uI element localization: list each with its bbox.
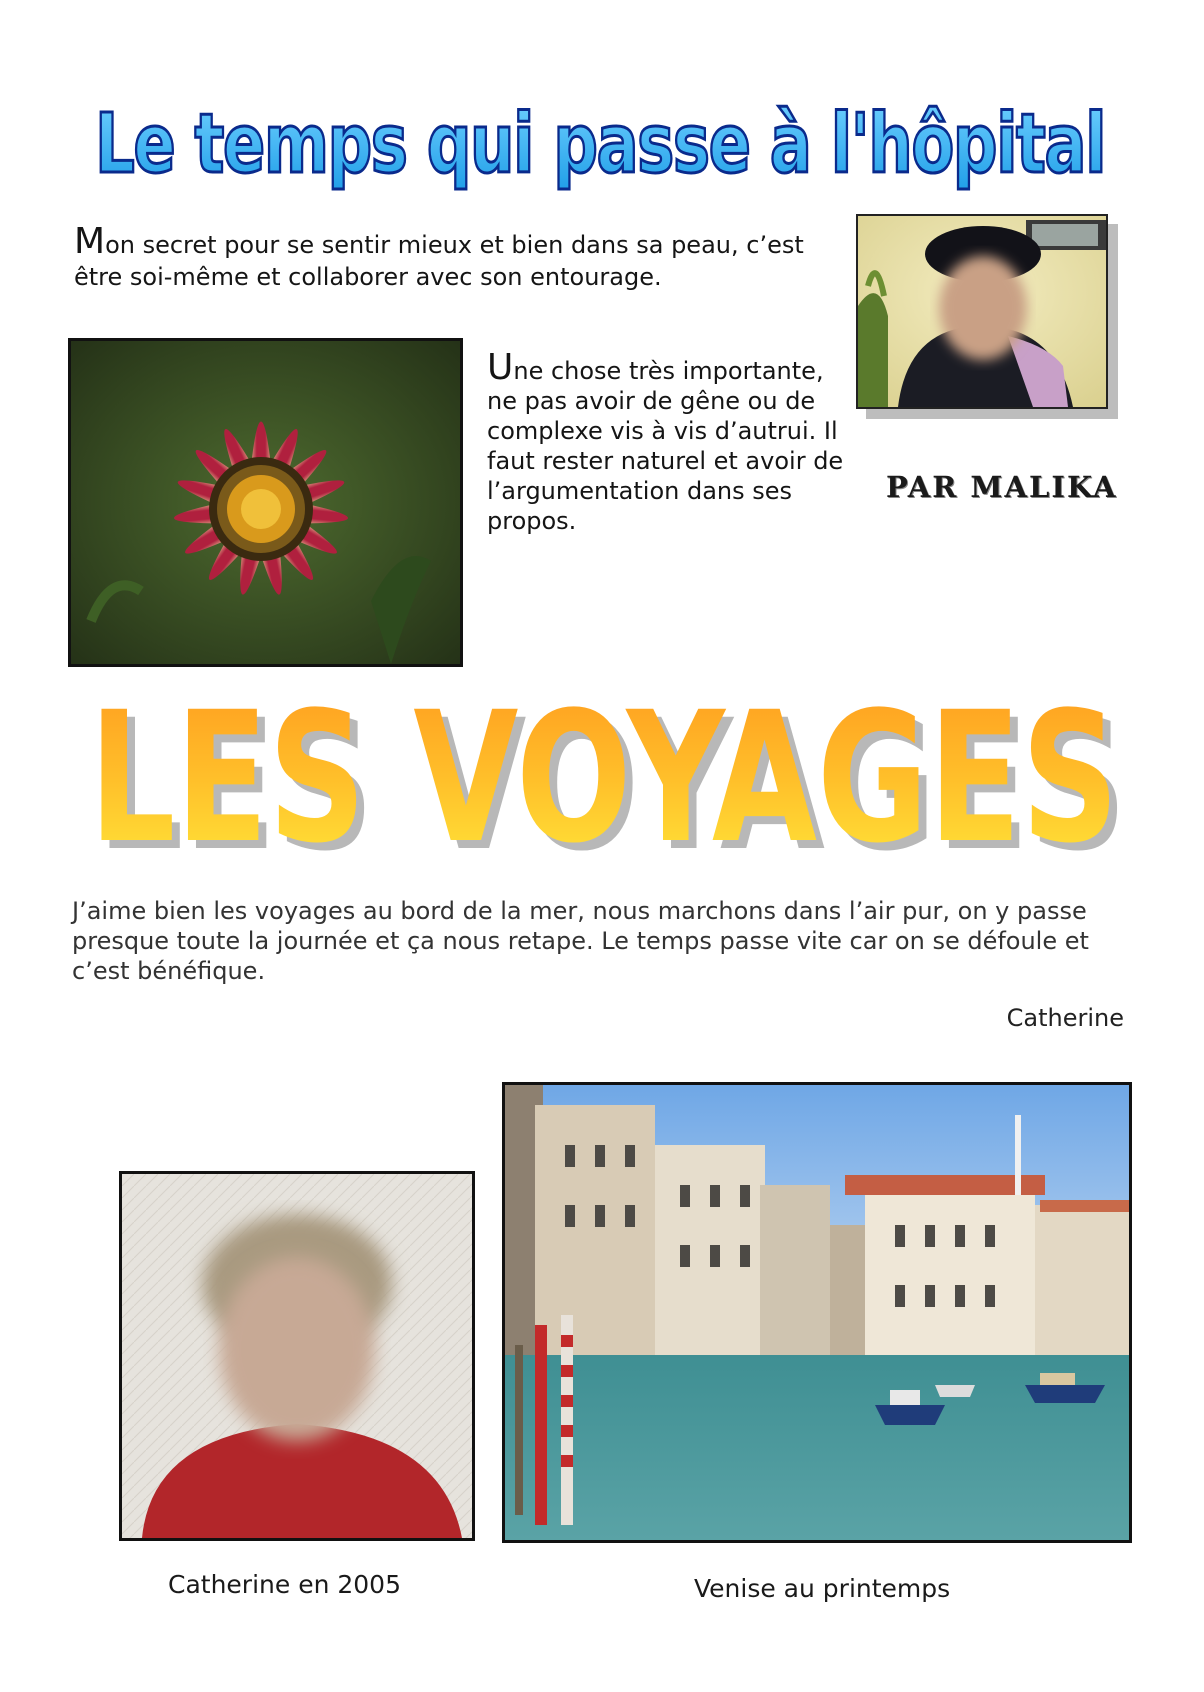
body-dropcap: U bbox=[487, 347, 514, 388]
venice-grand-canal-image bbox=[505, 1085, 1129, 1540]
flower-image bbox=[68, 338, 463, 667]
body-paragraph bbox=[487, 347, 857, 536]
title-voyages-text: LES VOYAGES bbox=[89, 674, 1119, 872]
byline: PAR MALIKA bbox=[886, 470, 1118, 504]
title-voyages bbox=[76, 672, 1136, 872]
blurred-portrait-image bbox=[858, 216, 1106, 407]
title-hospital bbox=[80, 68, 1120, 208]
portrait-catherine bbox=[119, 1171, 475, 1541]
intro-paragraph bbox=[74, 221, 814, 293]
title-voyages-shadow: LES VOYAGES bbox=[97, 682, 1127, 872]
body-text: ne chose très importante, ne pas avoir de gêne ou de complexe vis à vis d’autrui. Il faut rester naturel et avoir de l’argumentation dans ses propos. bbox=[487, 357, 844, 535]
caption-venice: Venise au printemps bbox=[694, 1574, 951, 1603]
blurred-portrait-image bbox=[122, 1174, 472, 1538]
gazania-flower-image bbox=[71, 341, 460, 664]
signature-catherine: Catherine bbox=[1006, 1004, 1124, 1032]
intro-dropcap: M bbox=[74, 221, 106, 262]
intro-text: on secret pour se sentir mieux et bien dans sa peau, c’est être soi-même et collaborer avec son entourage. bbox=[74, 231, 804, 291]
portrait-malika bbox=[856, 214, 1108, 409]
venice-image bbox=[502, 1082, 1132, 1543]
voyages-paragraph: J’aime bien les voyages au bord de la mer, nous marchons dans l’air pur, on y passe presque toute la journée et ça nous retape. Le temps passe vite car on se défoule et c’est bénéfique. bbox=[72, 897, 1089, 985]
title-hospital-text: Le temps qui passe à l'hôpital bbox=[95, 97, 1105, 192]
caption-portrait: Catherine en 2005 bbox=[168, 1570, 401, 1599]
